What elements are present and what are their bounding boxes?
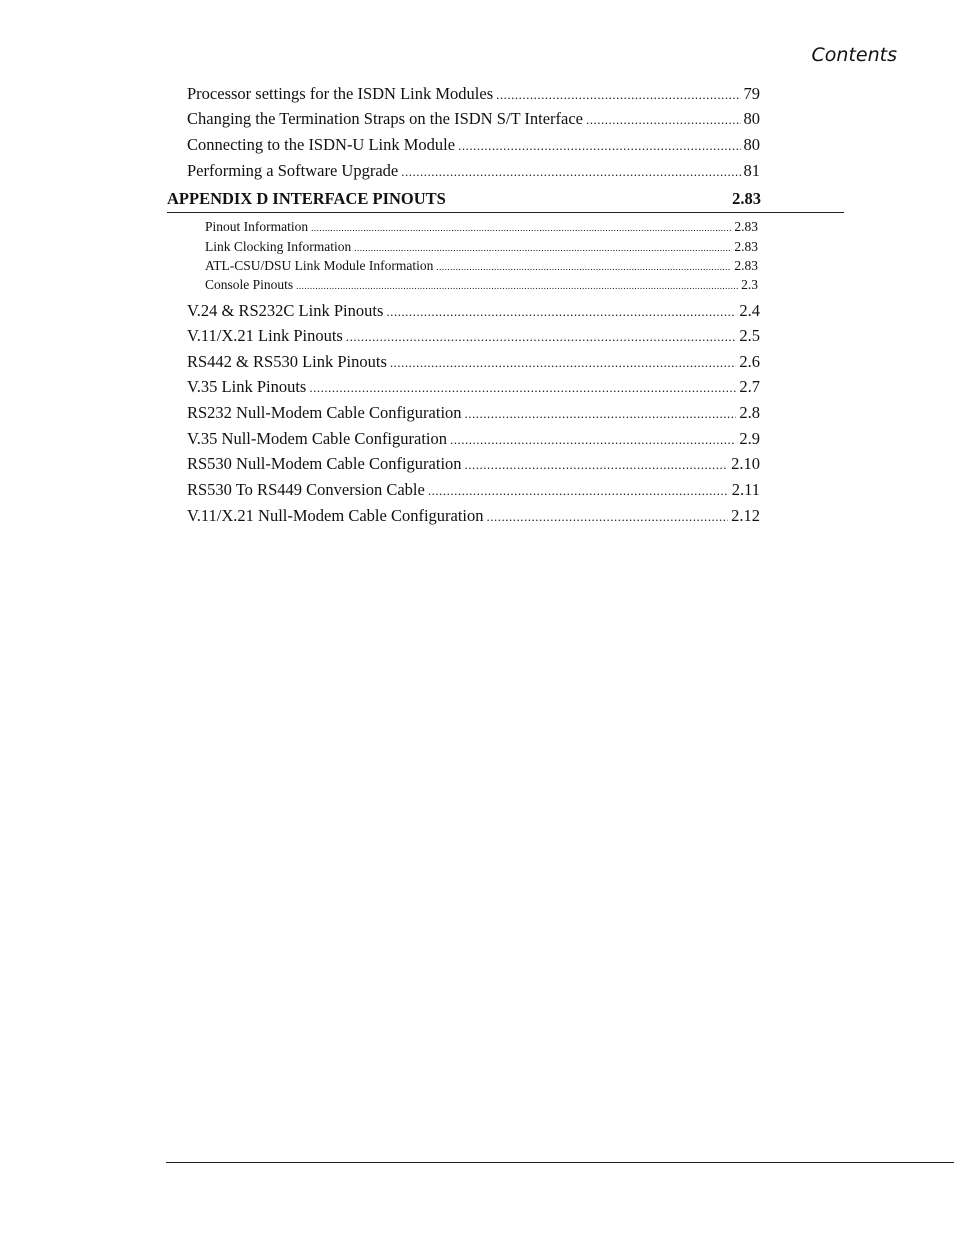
toc-entry-title: V.35 Null-Modem Cable Configuration bbox=[187, 429, 448, 448]
toc-entry-title: RS530 To RS449 Conversion Cable bbox=[187, 480, 425, 499]
toc-entry-page: 81 bbox=[743, 161, 760, 180]
toc-entry-page: 2.12 bbox=[731, 506, 760, 525]
toc-entry-page: 2.5 bbox=[739, 326, 760, 345]
toc-entry[interactable] bbox=[187, 352, 760, 376]
toc-entry-title: Processor settings for the ISDN Link Modules bbox=[187, 84, 494, 103]
toc-subentry[interactable] bbox=[205, 277, 758, 296]
toc-leader-dots bbox=[354, 239, 731, 255]
toc-leader-dots bbox=[401, 161, 740, 181]
appendix-divider bbox=[167, 212, 844, 213]
appendix-title: APPENDIX D INTERFACE PINOUTS bbox=[167, 189, 446, 208]
toc-appendix-heading[interactable] bbox=[167, 189, 761, 209]
toc-entry-title: Connecting to the ISDN-U Link Module bbox=[187, 135, 456, 154]
toc-entry[interactable] bbox=[187, 84, 760, 108]
toc-entry[interactable] bbox=[187, 326, 760, 350]
toc-entry-title: RS530 Null-Modem Cable Configuration bbox=[187, 454, 462, 473]
toc-subentry[interactable] bbox=[205, 258, 758, 277]
toc-entry-page: 2.7 bbox=[739, 377, 760, 396]
toc-entry[interactable] bbox=[187, 480, 760, 504]
toc-leader-dots bbox=[436, 258, 731, 274]
toc-entry[interactable] bbox=[187, 301, 760, 325]
toc-entry-page: 2.11 bbox=[731, 480, 760, 499]
toc-leader-dots bbox=[465, 454, 729, 474]
toc-entry-page: 2.8 bbox=[739, 403, 760, 422]
toc-entry[interactable] bbox=[187, 161, 760, 185]
toc-entry-page: 2.10 bbox=[731, 454, 760, 473]
toc-subentry-page: 2.83 bbox=[734, 258, 758, 273]
toc-subentry-page: 2.83 bbox=[734, 219, 758, 234]
toc-entry-page: 80 bbox=[743, 109, 760, 128]
toc-entry-title: V.11/X.21 Link Pinouts bbox=[187, 326, 343, 345]
toc-subentry-title: ATL-CSU/DSU Link Module Information bbox=[205, 258, 434, 273]
toc-entry-title: V.24 & RS232C Link Pinouts bbox=[187, 301, 384, 320]
footer-divider bbox=[166, 1162, 954, 1163]
running-head-title: Contents bbox=[811, 44, 897, 66]
toc-entry[interactable] bbox=[187, 506, 760, 530]
toc-entry[interactable] bbox=[187, 135, 760, 159]
toc-entry-page: 80 bbox=[743, 135, 760, 154]
toc-entry-page: 2.9 bbox=[739, 429, 760, 448]
toc-subentry[interactable] bbox=[205, 239, 758, 258]
toc-leader-dots bbox=[311, 219, 731, 235]
toc-entry[interactable] bbox=[187, 377, 760, 401]
toc-entry-title: V.11/X.21 Null-Modem Cable Configuration bbox=[187, 506, 484, 525]
toc-leader-dots bbox=[487, 506, 729, 526]
toc-subentry[interactable] bbox=[205, 219, 758, 238]
toc-entry-title: Changing the Termination Straps on the ISDN S/T Interface bbox=[187, 109, 583, 128]
toc-entry[interactable] bbox=[187, 403, 760, 427]
toc-subentry-title: Link Clocking Information bbox=[205, 239, 352, 254]
toc-leader-dots bbox=[458, 135, 740, 155]
toc-leader-dots bbox=[346, 326, 737, 346]
toc-entry-page: 2.4 bbox=[739, 301, 760, 320]
toc-entry-page: 2.6 bbox=[739, 352, 760, 371]
toc-entry-title: Performing a Software Upgrade bbox=[187, 161, 399, 180]
toc-leader-dots bbox=[428, 480, 729, 500]
toc-subentry-title: Console Pinouts bbox=[205, 277, 294, 292]
toc-entry-title: RS442 & RS530 Link Pinouts bbox=[187, 352, 387, 371]
appendix-page: 2.83 bbox=[732, 189, 761, 208]
toc-leader-dots bbox=[390, 352, 736, 372]
toc-leader-dots bbox=[296, 277, 738, 293]
toc-leader-dots bbox=[450, 429, 736, 449]
toc-entry[interactable] bbox=[187, 109, 760, 133]
toc-subentry-page: 2.83 bbox=[734, 239, 758, 254]
toc-leader-dots bbox=[386, 301, 736, 321]
toc-subentry-title: Pinout Information bbox=[205, 219, 309, 234]
toc-entry[interactable] bbox=[187, 454, 760, 478]
toc-entry[interactable] bbox=[187, 429, 760, 453]
toc-leader-dots bbox=[496, 84, 740, 104]
toc-entry-title: RS232 Null-Modem Cable Configuration bbox=[187, 403, 462, 422]
toc-entry-title: V.35 Link Pinouts bbox=[187, 377, 307, 396]
toc-leader-dots bbox=[586, 109, 741, 129]
toc-leader-dots bbox=[309, 377, 736, 397]
toc-leader-dots bbox=[465, 403, 737, 423]
toc-subentry-page: 2.3 bbox=[741, 277, 758, 292]
toc-entry-page: 79 bbox=[743, 84, 760, 103]
